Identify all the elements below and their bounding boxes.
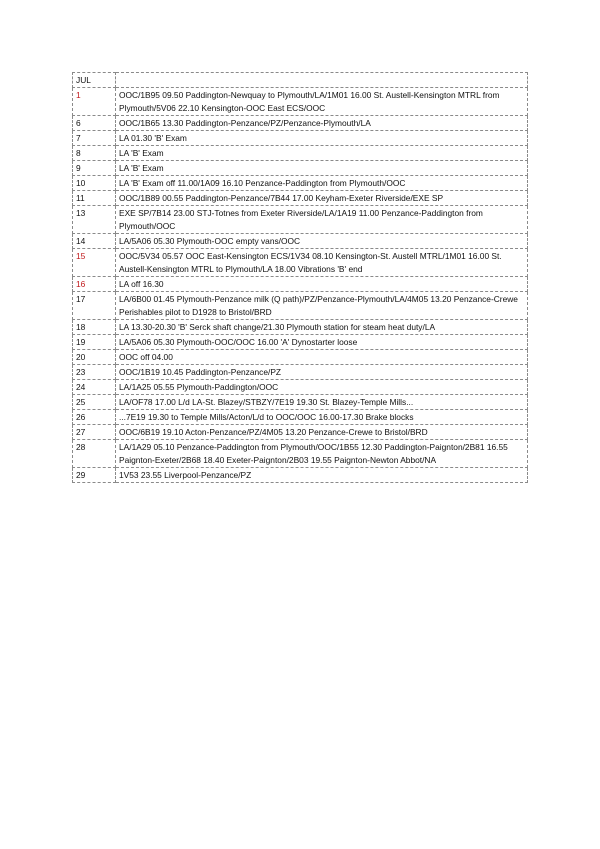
day-cell: 13 — [73, 206, 116, 234]
duty-cell: OOC/1B19 10.45 Paddington-Penzance/PZ — [116, 365, 528, 380]
day-cell: 29 — [73, 468, 116, 483]
duty-cell: LA/5A06 05.30 Plymouth-OOC/OOC 16.00 'A' Dynostarter loose — [116, 335, 528, 350]
day-cell: 24 — [73, 380, 116, 395]
log-row — [73, 468, 528, 483]
day-cell: 6 — [73, 116, 116, 131]
log-row — [73, 350, 528, 365]
log-row — [73, 161, 528, 176]
log-row — [73, 410, 528, 425]
log-row — [73, 365, 528, 380]
duty-cell: LA 13.30-20.30 'B' Serck shaft change/21.30 Plymouth station for steam heat duty/LA — [116, 320, 528, 335]
duty-log-table — [72, 72, 528, 483]
duty-cell: LA 'B' Exam off 11.00/1A09 16.10 Penzance-Paddington from Plymouth/OOC — [116, 176, 528, 191]
day-cell: 27 — [73, 425, 116, 440]
duty-cell: LA/5A06 05.30 Plymouth-OOC empty vans/OOC — [116, 234, 528, 249]
day-cell: 28 — [73, 440, 116, 468]
log-row — [73, 88, 528, 116]
day-cell: 16 — [73, 277, 116, 292]
day-cell: 8 — [73, 146, 116, 161]
log-row — [73, 292, 528, 320]
day-cell: 11 — [73, 191, 116, 206]
log-row — [73, 146, 528, 161]
duty-cell: LA 01.30 'B' Exam — [116, 131, 528, 146]
log-row — [73, 176, 528, 191]
duty-log-body — [73, 73, 528, 483]
duty-cell: OOC/1B95 09.50 Paddington-Newquay to Plymouth/LA/1M01 16.00 St. Austell-Kensington MTRL from Plymouth/5V06 22.10 Kensington-OOC East ECS/OOC — [116, 88, 528, 116]
duty-cell: LA 'B' Exam — [116, 161, 528, 176]
day-cell: 15 — [73, 249, 116, 277]
day-cell: 18 — [73, 320, 116, 335]
day-cell: 9 — [73, 161, 116, 176]
duty-cell: LA/OF78 17.00 L/d LA-St. Blazey/STBZY/7E19 19.30 St. Blazey-Temple Mills... — [116, 395, 528, 410]
log-row — [73, 277, 528, 292]
duty-cell: ...7E19 19.30 to Temple Mills/Acton/L/d to OOC/OOC 16.00-17.30 Brake blocks — [116, 410, 528, 425]
log-row — [73, 234, 528, 249]
log-row — [73, 191, 528, 206]
log-row — [73, 425, 528, 440]
duty-cell: LA/1A29 05.10 Penzance-Paddington from Plymouth/OOC/1B55 12.30 Paddington-Paignton/2B81 16.55 Paignton-Exeter/2B68 18.40 Exeter-Paignton/2B03 19.55 Paignton-Newton Abbot/NA — [116, 440, 528, 468]
log-row — [73, 131, 528, 146]
duty-cell: OOC/1B89 00.55 Paddington-Penzance/7B44 17.00 Keyham-Exeter Riverside/EXE SP — [116, 191, 528, 206]
day-cell: 17 — [73, 292, 116, 320]
log-row — [73, 206, 528, 234]
duty-cell: LA/1A25 05.55 Plymouth-Paddington/OOC — [116, 380, 528, 395]
log-row — [73, 335, 528, 350]
duty-cell: OOC off 04.00 — [116, 350, 528, 365]
duty-cell: LA/6B00 01.45 Plymouth-Penzance milk (Q path)/PZ/Penzance-Plymouth/LA/4M05 13.20 Penzance-Crewe Perishables pilot to D1928 to Bristol/BRD — [116, 292, 528, 320]
duty-cell: LA 'B' Exam — [116, 146, 528, 161]
duty-cell: OOC/5V34 05.57 OOC East-Kensington ECS/1V34 08.10 Kensington-St. Austell MTRL/1M01 16.00 St. Austell-Kensington MTRL to Plymouth/LA 18.00 Vibrations 'B' end — [116, 249, 528, 277]
day-cell: 14 — [73, 234, 116, 249]
duty-cell: EXE SP/7B14 23.00 STJ-Totnes from Exeter Riverside/LA/1A19 11.00 Penzance-Paddington from Plymouth/OOC — [116, 206, 528, 234]
month-header-blank — [116, 73, 528, 88]
log-row — [73, 116, 528, 131]
log-row — [73, 249, 528, 277]
log-row — [73, 320, 528, 335]
day-cell: 7 — [73, 131, 116, 146]
day-cell: 10 — [73, 176, 116, 191]
day-cell: 23 — [73, 365, 116, 380]
day-cell: 26 — [73, 410, 116, 425]
log-row — [73, 440, 528, 468]
day-cell: 19 — [73, 335, 116, 350]
day-cell: 1 — [73, 88, 116, 116]
duty-cell: 1V53 23.55 Liverpool-Penzance/PZ — [116, 468, 528, 483]
log-row — [73, 395, 528, 410]
month-label: JUL — [73, 73, 116, 88]
log-row — [73, 380, 528, 395]
day-cell: 20 — [73, 350, 116, 365]
month-header-row — [73, 73, 528, 88]
duty-cell: OOC/1B65 13.30 Paddington-Penzance/PZ/Penzance-Plymouth/LA — [116, 116, 528, 131]
duty-cell: OOC/6B19 19.10 Acton-Penzance/PZ/4M05 13.20 Penzance-Crewe to Bristol/BRD — [116, 425, 528, 440]
day-cell: 25 — [73, 395, 116, 410]
duty-cell: LA off 16.30 — [116, 277, 528, 292]
